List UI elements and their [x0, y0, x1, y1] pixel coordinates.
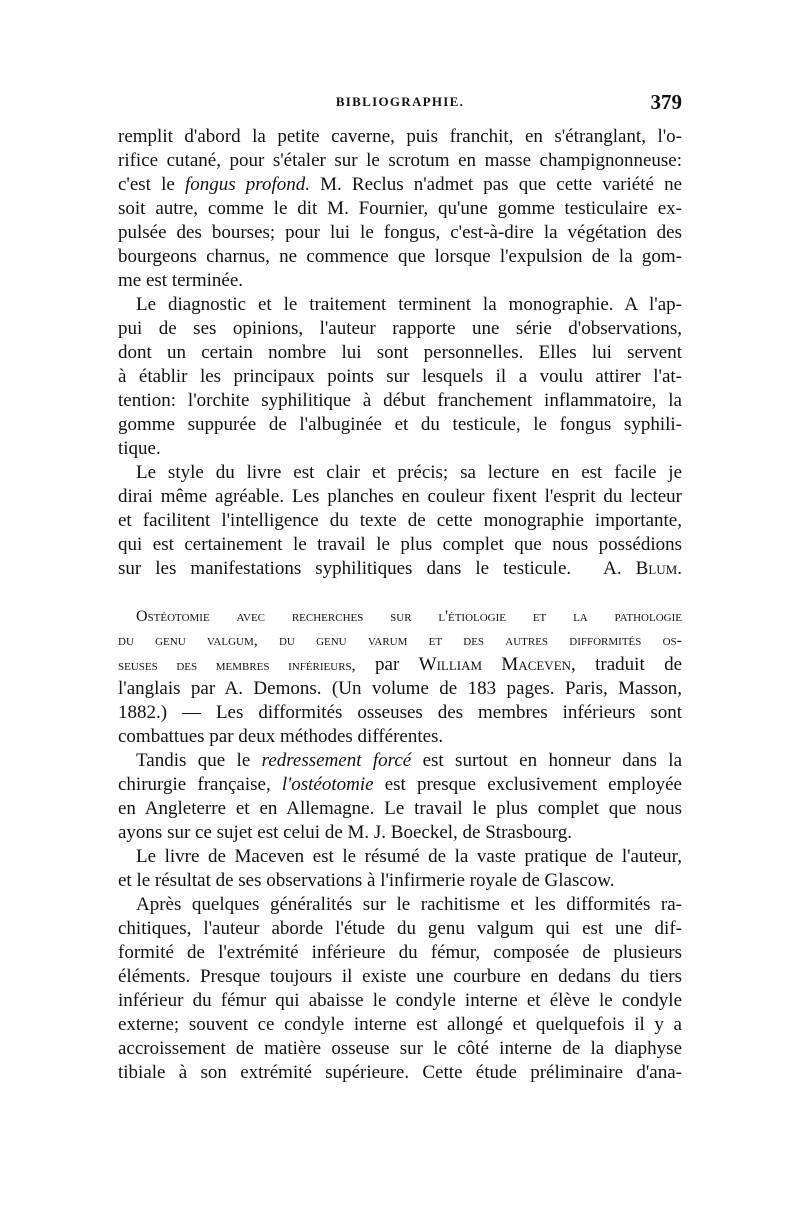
text-line: ayons sur ce sujet est celui de M. J. Boeckel, de Strasbourg.: [118, 822, 572, 843]
text-line: tention: l'orchite syphilitique à début franchement inflammatoire, la: [118, 390, 682, 411]
text-line: formité de l'extrémité inférieure du fémur, composée de plusieurs: [118, 942, 682, 963]
review-signature: A. Blum.: [603, 558, 682, 579]
text-line: Le livre de Maceven est le résumé de la vaste pratique de l'auteur,: [136, 846, 682, 867]
text-line: gomme suppurée de l'albuginée et du testicule, le fongus syphili-: [118, 414, 682, 435]
text-line: tique.: [118, 438, 161, 459]
text-line: l'anglais par A. Demons. (Un volume de 183 pages. Paris, Masson,: [118, 678, 682, 699]
text-line: Tandis que le redressement forcé est surtout en honneur dans la: [136, 750, 683, 771]
text-line: soit autre, comme le dit M. Fournier, qu'une gomme testiculaire ex-: [118, 198, 682, 219]
review-author: William Maceven: [418, 654, 572, 675]
text-line: pui de ses opinions, l'auteur rapporte une série d'observations,: [118, 318, 682, 339]
italic-term: redressement forcé: [261, 750, 412, 771]
text-line: dont un certain nombre lui sont personnelles. Elles lui servent: [118, 342, 682, 363]
text-line: Le style du livre est clair et précis; sa lecture en est facile je: [136, 462, 682, 483]
text-line: chirurgie française, l'ostéotomie est presque exclusivement employée: [118, 774, 682, 795]
page-number: 379: [650, 90, 682, 114]
text-line: en Angleterre et en Allemagne. Le travail le plus complet que nous: [118, 798, 682, 819]
page-header: [118, 90, 682, 122]
text-line: chitiques, l'auteur aborde l'étude du genu valgum qui est une dif-: [118, 918, 682, 939]
text-line: Après quelques généralités sur le rachitisme et les difformités ra-: [136, 894, 682, 915]
text-line: externe; souvent ce condyle interne est allongé et quelquefois il y a: [118, 1014, 682, 1035]
text-line: combattues par deux méthodes différentes.: [118, 726, 444, 747]
text-line: inférieur du fémur qui abaisse le condyle interne et élève le condyle: [118, 990, 682, 1011]
text-line: accroissement de matière osseuse sur le côté interne de la diaphyse: [118, 1038, 682, 1059]
text-line: et facilitent l'intelligence du texte de cette monographie importante,: [118, 510, 682, 531]
text-line: tibiale à son extrémité supérieure. Cette étude préliminaire d'ana-: [118, 1062, 682, 1083]
review-title: Ostéotomie avec recherches sur l'étiologie et la pathologie: [136, 608, 682, 625]
review-title: du genu valgum, du genu varum et des autres difformités os-: [118, 632, 682, 649]
text-line: à établir les principaux points sur lesquels il a voulu attirer l'at-: [118, 366, 682, 387]
italic-term: fongus profond.: [184, 174, 310, 195]
italic-term: l'ostéotomie: [281, 774, 374, 795]
running-head: BIBLIOGRAPHIE.: [335, 94, 465, 109]
text-line: c'est le fongus profond. M. Reclus n'admet pas que cette variété ne: [118, 174, 683, 195]
text-line: et le résultat de ses observations à l'infirmerie royale de Glascow.: [118, 870, 615, 891]
text-line: bourgeons charnus, ne commence que lorsque l'expulsion de la gom-: [118, 246, 682, 267]
text-line: éléments. Presque toujours il existe une courbure en dedans du tiers: [118, 966, 682, 987]
text-line: seuses des membres inférieurs, par William Maceven, traduit de: [118, 654, 683, 675]
review-title: seuses des membres inférieurs,: [118, 657, 356, 674]
text-line: qui est certainement le travail le plus complet que nous possédions: [118, 534, 682, 555]
text-line: me est terminée.: [118, 270, 244, 291]
text-line: remplit d'abord la petite caverne, puis franchit, en s'étranglant, l'o-: [118, 126, 682, 147]
section-spacer: [118, 581, 682, 605]
text-line: pulsée des bourses; pour lui le fongus, c'est-à-dire la végétation des: [118, 222, 682, 243]
text-line: sur les manifestations syphilitiques dans le testicule. A. Blum.: [118, 558, 682, 579]
body-text: [118, 125, 682, 1085]
text-line: rifice cutané, pour s'étaler sur le scrotum en masse champignonneuse:: [118, 150, 682, 171]
text-line: Le diagnostic et le traitement terminent la monographie. A l'ap-: [136, 294, 682, 315]
text-line: dirai même agréable. Les planches en couleur fixent l'esprit du lecteur: [118, 486, 682, 507]
text-line: 1882.) — Les difformités osseuses des membres inférieurs sont: [118, 702, 682, 723]
